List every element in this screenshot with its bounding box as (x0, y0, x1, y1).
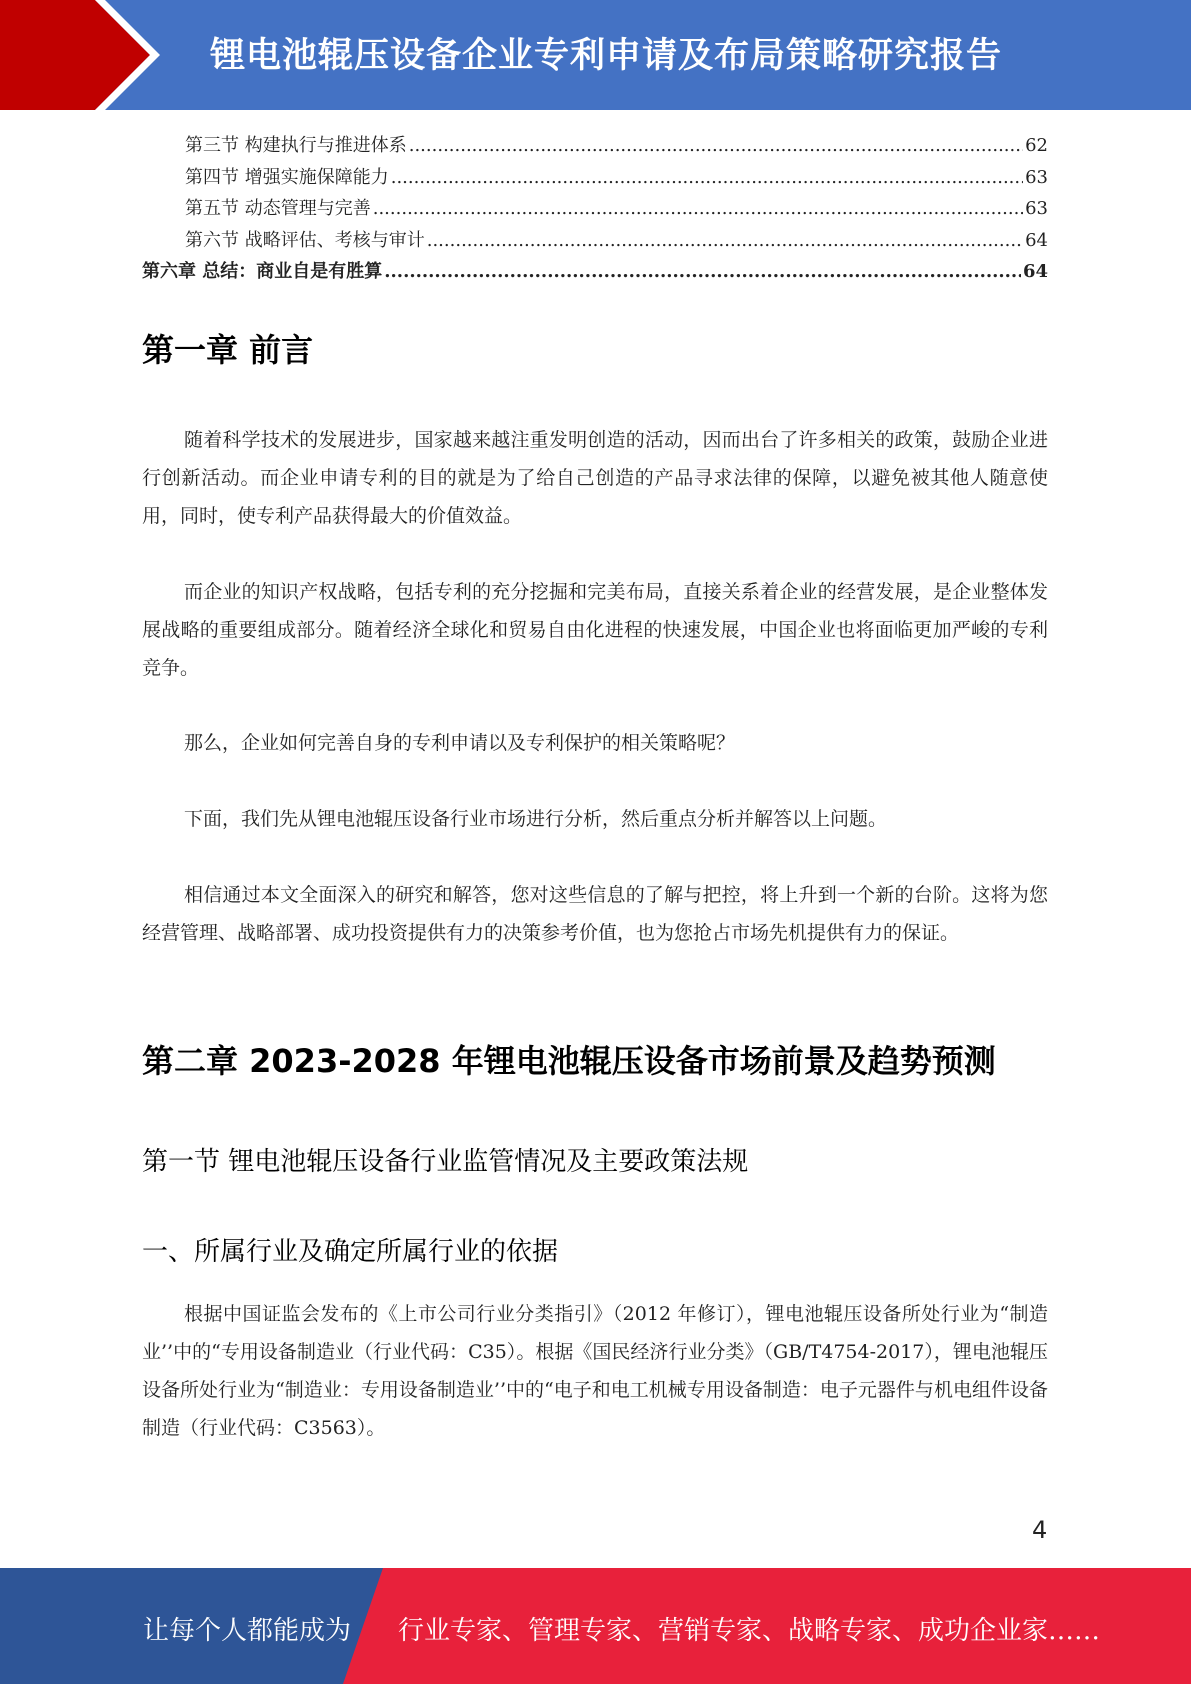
body-paragraph: 根据中国证监会发布的《上市公司行业分类指引》（2012 年修订），锂电池辊压设备所处行业为“制造业’’中的“专用设备制造业（行业代码：C35）。根据《国民经济行业分类》（GB/T4754-2017），锂电池辊压设备所处行业为“制造业：专用设备制造业’’中的“电子和电工机械专用设备制造：电子元器件与机电组件设备制造（行业代码：C3563）。 (142, 1303, 1048, 1439)
body-paragraph: 而企业的知识产权战略，包括专利的充分挖掘和完美布局，直接关系着企业的经营发展，是企业整体发展战略的重要组成部分。随着经济全球化和贸易自由化进程的快速发展，中国企业也将面临更加严峻的专利竞争。 (142, 581, 1048, 679)
chapter-1-heading: 第一章 前言 (142, 331, 314, 369)
table-of-contents (142, 130, 1048, 288)
toc-dot-leader (427, 225, 1023, 257)
toc-entry-label: 第三节 构建执行与推进体系 (185, 135, 407, 156)
toc-entry-label: 第四节 增强实施保障能力 (185, 166, 389, 188)
toc-entry-label: 第五节 动态管理与完善 (185, 198, 371, 219)
toc-entry-page: 64 (1022, 261, 1048, 282)
toc-entry-label: 第六章 总结：商业自是有胜算 (142, 261, 383, 282)
report-title: 锂电池辊压设备企业专利申请及布局策略研究报告 (210, 36, 1003, 76)
page-header (0, 0, 1191, 110)
toc-entry-page: 64 (1025, 229, 1048, 251)
toc-dot-leader (391, 162, 1023, 194)
footer-slogan-right: 行业专家、管理专家、营销专家、战略专家、成功企业家…… (398, 1616, 1101, 1646)
toc-entry-label: 第六节 战略评估、考核与审计 (185, 229, 425, 251)
section-heading: 第一节 锂电池辊压设备行业监管情况及主要政策法规 (142, 1147, 749, 1177)
toc-entry[interactable] (142, 225, 1048, 257)
toc-dot-leader (373, 193, 1023, 225)
body-paragraph: 那么，企业如何完善自身的专利申请以及专利保护的相关策略呢？ (184, 732, 736, 754)
page-footer (0, 1568, 1191, 1684)
toc-entry-chapter[interactable] (142, 256, 1048, 288)
toc-entry[interactable] (142, 162, 1048, 194)
toc-dot-leader (384, 256, 1021, 288)
toc-dot-leader (409, 130, 1023, 162)
toc-entry[interactable] (142, 193, 1048, 225)
body-paragraph: 下面，我们先从锂电池辊压设备行业市场进行分析，然后重点分析并解答以上问题。 (184, 808, 888, 830)
footer-slogan-left: 让每个人都能成为 (143, 1616, 352, 1646)
subsection-heading: 一、所属行业及确定所属行业的依据 (142, 1237, 559, 1267)
page-number: 4 (1032, 1516, 1048, 1544)
toc-entry-page: 62 (1025, 135, 1048, 156)
toc-entry-page: 63 (1025, 166, 1048, 188)
toc-entry-page: 63 (1025, 198, 1048, 219)
toc-entry[interactable] (142, 130, 1048, 162)
body-paragraph: 随着科学技术的发展进步，国家越来越注重发明创造的活动，因而出台了许多相关的政策，鼓励企业进行创新活动。而企业申请专利的目的就是为了给自己创造的产品寻求法律的保障，以避免被其他人随意使用，同时，使专利产品获得最大的价值效益。 (142, 429, 1048, 527)
chapter-2-heading: 第二章 2023-2028 年锂电池辊压设备市场前景及趋势预测 (142, 1042, 996, 1080)
header-red-arrow (0, 0, 150, 110)
body-paragraph: 相信通过本文全面深入的研究和解答，您对这些信息的了解与把控，将上升到一个新的台阶。这将为您经营管理、战略部署、成功投资提供有力的决策参考价值，也为您抢占市场先机提供有力的保证。 (142, 884, 1048, 944)
